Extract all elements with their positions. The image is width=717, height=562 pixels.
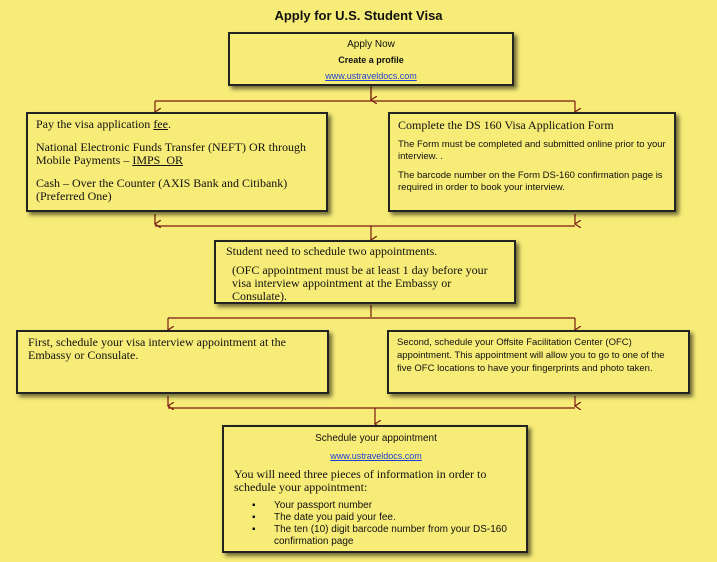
info-intro: You will need three pieces of information in order to schedule your appointment: xyxy=(234,467,487,494)
payment-methods-text: National Electronic Funds Transfer (NEFT) OR through Mobile Payments – xyxy=(36,140,306,167)
list-item: ▪ The ten (10) digit barcode number from your DS-160 confirmation page xyxy=(274,524,518,548)
ds160-para2: The barcode number on the Form DS-160 confirmation page is required in order to book your interview. xyxy=(398,170,663,193)
first-step-text: First, schedule your visa interview appointment at the Embassy or Consulate. xyxy=(28,335,286,362)
payment-methods-line xyxy=(36,141,318,167)
schedule-appointment-box xyxy=(222,425,528,553)
second-step-text: Second, schedule your Offsite Facilitation Center (OFC) appointment. This appointment will allow you to go to one of the five OFC locations to have your fingerprints and photo taken. xyxy=(397,337,665,374)
ofc-note: (OFC appointment must be at least 1 day before your visa interview appointment at the Embassy or Consulate). xyxy=(232,263,488,303)
ds160-heading: Complete the DS 160 Visa Application Form xyxy=(398,118,614,132)
ustraveldocs-link-2[interactable]: www.ustraveldocs.com xyxy=(330,451,422,461)
ds160-para1: The Form must be completed and submitted online prior to your interview. . xyxy=(398,139,666,162)
cash-line: Cash – Over the Counter (AXIS Bank and Citibank) (Preferred One) xyxy=(36,176,288,203)
list-item: ▪ The date you paid your fee. xyxy=(274,512,518,524)
page-title: Apply for U.S. Student Visa xyxy=(274,8,443,23)
ds160-box xyxy=(388,112,676,212)
or-link[interactable]: OR xyxy=(166,153,184,167)
required-info-list xyxy=(234,500,518,548)
apply-now-box xyxy=(228,32,514,86)
pay-fee-line xyxy=(36,118,318,131)
create-profile-label: Create a profile xyxy=(338,55,404,65)
imps-link[interactable]: IMPS xyxy=(132,153,161,167)
schedule-appointment-heading: Schedule your appointment xyxy=(315,433,437,444)
pay-fee-box xyxy=(26,112,328,212)
pay-fee-period: . xyxy=(167,117,171,131)
ustraveldocs-link[interactable]: www.ustraveldocs.com xyxy=(325,71,417,81)
list-item: ▪ Your passport number xyxy=(274,500,518,512)
schedule-two-line: Student need to schedule two appointments. xyxy=(226,244,438,258)
fee-link[interactable]: fee xyxy=(153,117,168,131)
pay-fee-text: Pay the visa application xyxy=(36,117,154,131)
schedule-two-box xyxy=(214,240,516,304)
second-step-box xyxy=(387,330,690,394)
first-step-box xyxy=(16,330,329,394)
apply-now-heading: Apply Now xyxy=(347,39,395,50)
